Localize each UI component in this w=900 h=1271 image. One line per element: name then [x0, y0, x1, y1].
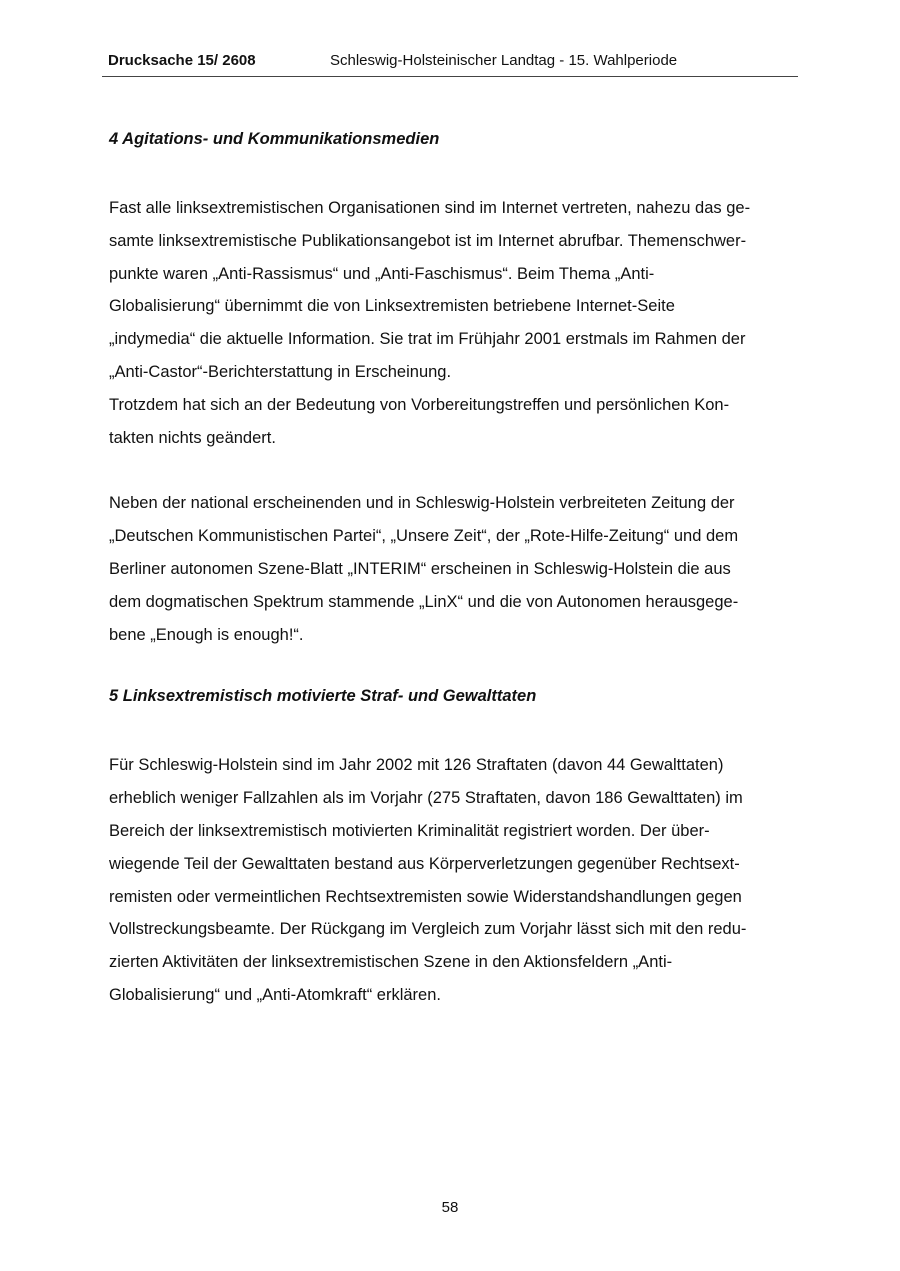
text-line: Globalisierung“ übernimmt die von Linksextremisten betriebene Internet-Seite: [109, 297, 675, 316]
page-body: [109, 127, 799, 1012]
text-line: takten nichts geändert.: [109, 428, 276, 447]
text-line: erheblich weniger Fallzahlen als im Vorjahr (275 Straftaten, davon 186 Gewalttaten) im: [109, 789, 743, 808]
text-line: Berliner autonomen Szene-Blatt „INTERIM“ erscheinen in Schleswig-Holstein die aus: [109, 559, 731, 578]
text-line: wiegende Teil der Gewalttaten bestand aus Körperverletzungen gegenüber Rechtsext-: [109, 854, 740, 873]
header-rule: [102, 76, 798, 77]
text-line: dem dogmatischen Spektrum stammende „LinX“ und die von Autonomen herausgege-: [109, 592, 739, 611]
header-title: Schleswig-Holsteinischer Landtag - 15. Wahlperiode: [330, 52, 678, 69]
text-line: „Anti-Castor“-Berichterstattung in Erscheinung.: [109, 362, 452, 381]
text-line: bene „Enough is enough!“.: [109, 625, 304, 644]
text-line: Vollstreckungsbeamte. Der Rückgang im Vergleich zum Vorjahr lässt sich mit den redu-: [109, 920, 747, 939]
text-line: Neben der national erscheinenden und in Schleswig-Holstein verbreiteten Zeitung der: [109, 494, 735, 513]
text-line: Für Schleswig-Holstein sind im Jahr 2002 mit 126 Straftaten (davon 44 Gewalttaten): [109, 756, 724, 775]
section-4-paragraph-1: [109, 192, 799, 454]
text-line: samte linksextremistische Publikationsangebot ist im Internet abrufbar. Themenschwer-: [109, 231, 747, 250]
text-line: Fast alle linksextremistischen Organisationen sind im Internet vertreten, nahezu das ge-: [109, 199, 751, 217]
text-line: Trotzdem hat sich an der Bedeutung von Vorbereitungstreffen und persönlichen Kon-: [109, 395, 730, 414]
text-line: Globalisierung“ und „Anti-Atomkraft“ erklären.: [109, 985, 441, 1004]
section-4-heading: 4 Agitations- und Kommunikationsmedien: [109, 130, 440, 148]
text-line: remisten oder vermeintlichen Rechtsextremisten sowie Widerstandshandlungen gegen: [109, 887, 742, 906]
section-5-heading: 5 Linksextremistisch motivierte Straf- und Gewalttaten: [109, 687, 537, 706]
text-line: „indymedia“ die aktuelle Information. Sie trat im Frühjahr 2001 erstmals im Rahmen der: [109, 330, 746, 349]
page-number: 58: [441, 1199, 459, 1216]
document-number: Drucksache 15/ 2608: [108, 52, 256, 69]
text-line: punkte waren „Anti-Rassismus“ und „Anti-Faschismus“. Beim Thema „Anti-: [109, 264, 655, 283]
section-5-paragraph-1: [109, 749, 799, 1011]
text-line: Bereich der linksextremistisch motivierten Kriminalität registriert worden. Der über-: [109, 821, 710, 840]
text-line: „Deutschen Kommunistischen Partei“, „Unsere Zeit“, der „Rote-Hilfe-Zeitung“ und dem: [109, 527, 739, 546]
section-4-paragraph-2: [109, 487, 799, 651]
text-line: zierten Aktivitäten der linksextremistischen Szene in den Aktionsfeldern „Anti-: [109, 953, 673, 972]
